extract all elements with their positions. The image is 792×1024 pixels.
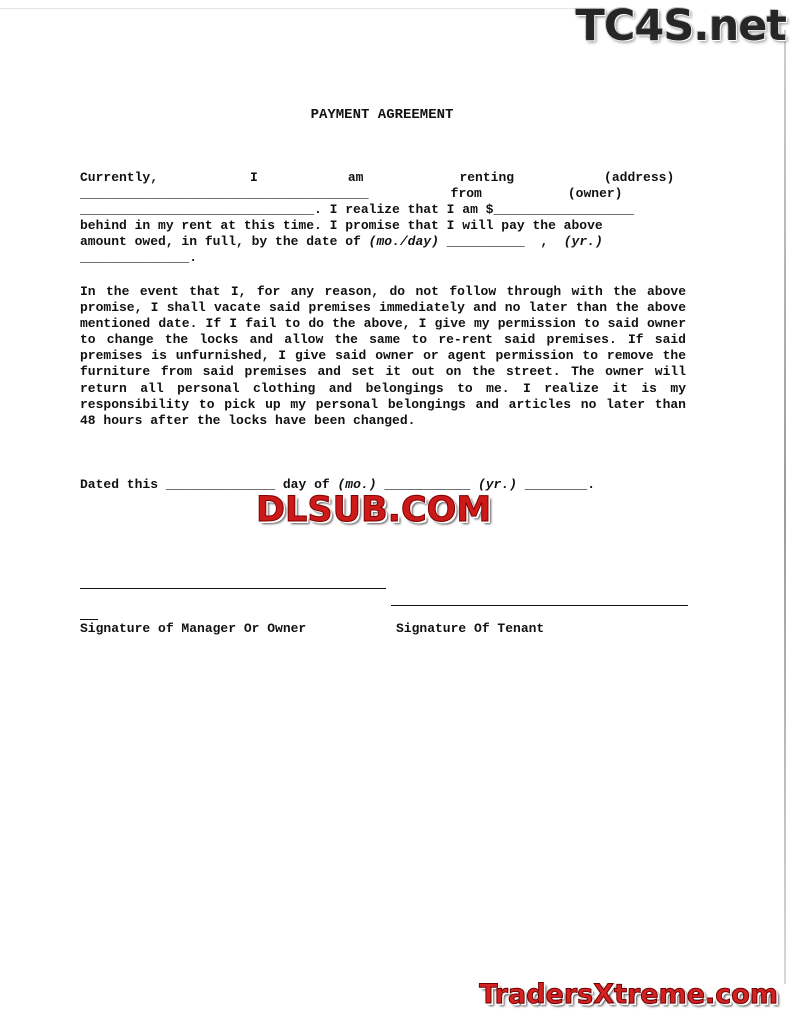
comma-sep: ,: [540, 234, 549, 250]
day-of-text: day of: [282, 477, 330, 492]
month-blank: ___________: [384, 477, 471, 492]
paragraph-vacate-terms: In the event that I, for any reason, do not follow through with the above promise, I shall vacate said premises immediately and no later than the above mentioned date. If I fail to do the above, I give my permission to said owner to change the locks and allow the same to re-rent said premises. If said premises is unfurnished, I give said owner or agent permission to remove the furniture from said premises and set it out on the street. The owner will return all personal clothing and belongings to me. I realize it is my responsibility to pick up my personal belongings and articles no later than 48 hours after the locks have been changed.: [80, 284, 686, 428]
renting-word: renting: [459, 170, 515, 185]
owner-word: (owner): [567, 186, 623, 202]
mo-day-label: (mo./day): [368, 234, 439, 250]
top-rule: [0, 8, 600, 9]
paragraph1-line2: [80, 186, 686, 202]
manager-signature-label: Signature of Manager Or Owner: [80, 621, 307, 636]
currently-word: Currently,: [80, 170, 159, 185]
amount-owed-text: amount owed, in full, by the date of: [80, 234, 361, 250]
paragraph-rent-promise: [80, 170, 686, 267]
date-blank: __________: [446, 234, 525, 250]
tenant-signature-label: Signature Of Tenant: [396, 621, 545, 636]
i-word: I: [250, 170, 258, 185]
year-blank: ________: [524, 477, 588, 492]
tenant-signature-line: [391, 605, 688, 606]
yr-label: (yr.): [563, 234, 603, 250]
month-label: (mo.): [337, 477, 377, 492]
realize-text: . I realize that I am $: [314, 202, 494, 218]
manager-signature-line: [80, 588, 386, 589]
amount-blank: __________________: [493, 202, 634, 218]
address-blank: _____________________________________: [80, 186, 369, 202]
watermark-dlsub: DLSUB.COM: [256, 490, 492, 530]
paragraph1-line6: ______________.: [80, 250, 198, 266]
document-title: PAYMENT AGREEMENT: [310, 107, 454, 123]
dated-prefix: Dated this: [80, 477, 159, 492]
watermark-tradersxtreme: TradersXtreme.com: [479, 979, 778, 1010]
paragraph1-line3: [80, 202, 686, 218]
owner-blank: ______________________________: [80, 202, 315, 218]
watermark-tc4s: TC4S.net: [575, 1, 786, 51]
dated-end: .: [587, 477, 596, 492]
am-word: am: [347, 170, 364, 185]
manager-signature-line-tail: [80, 619, 98, 620]
paragraph1-line4: behind in my rent at this time. I promise that I will pay the above: [80, 218, 603, 234]
page-edge-shadow: [784, 30, 786, 984]
address-word: (address): [604, 170, 675, 185]
from-word: from: [450, 186, 482, 202]
paragraph1-line1: [80, 170, 686, 186]
day-blank: ______________: [165, 477, 276, 492]
year-label: (yr.): [477, 477, 517, 492]
paragraph1-line5: [80, 234, 686, 250]
